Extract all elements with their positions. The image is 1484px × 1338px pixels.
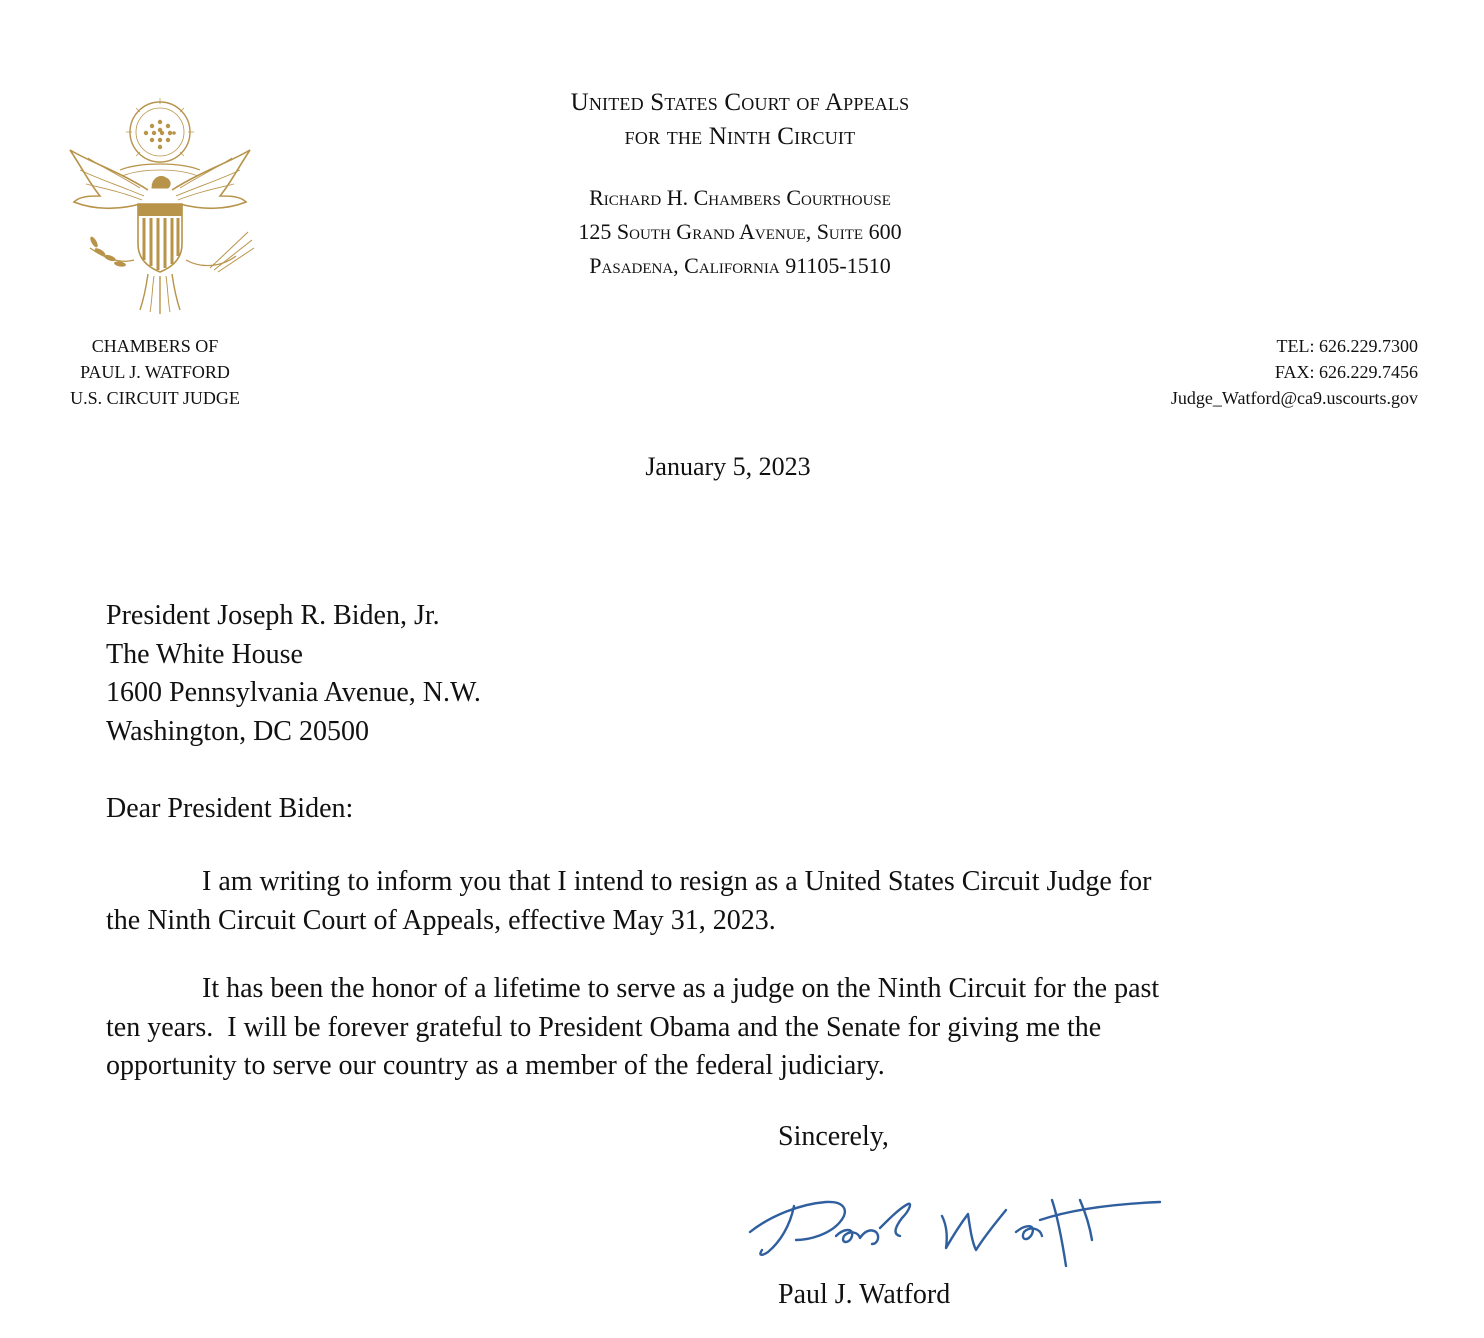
courthouse-name: Richard H. Chambers Courthouse	[589, 185, 891, 210]
paragraph-line: the Ninth Circuit Court of Appeals, effective May 31, 2023.	[106, 904, 776, 936]
chambers-label: CHAMBERS OF	[91, 336, 219, 356]
recipient-line: The White House	[106, 638, 303, 670]
courthouse-street: 125 South Grand Avenue, Suite 600	[578, 219, 902, 244]
recipient-address	[106, 597, 481, 751]
paragraph-2	[106, 970, 1396, 1086]
contact-tel: TEL: 626.229.7300	[1276, 336, 1418, 356]
court-name-line2: for the Ninth Circuit	[624, 123, 856, 150]
recipient-line: President Joseph R. Biden, Jr.	[106, 600, 440, 631]
judge-title: U.S. CIRCUIT JUDGE	[70, 388, 240, 408]
paragraph-line: opportunity to serve our country as a member of the federal judiciary.	[106, 1050, 885, 1081]
contact-email: Judge_Watford@ca9.uscourts.gov	[1170, 388, 1418, 408]
handwritten-signature-icon	[740, 1170, 1180, 1280]
signer-name: Paul J. Watford	[778, 1279, 951, 1310]
court-name-line1: United States Court of Appeals	[570, 89, 910, 116]
paragraph-1	[106, 863, 1396, 940]
recipient-line: Washington, DC 20500	[106, 715, 369, 747]
paragraph-line: It has been the honor of a lifetime to serve as a judge on the Ninth Circuit for the past	[202, 973, 1160, 1004]
recipient-line: 1600 Pennsylvania Avenue, N.W.	[106, 677, 481, 708]
paragraph-line: ten years. I will be forever grateful to President Obama and the Senate for giving me the	[106, 1011, 1102, 1043]
closing: Sincerely,	[778, 1121, 889, 1152]
contact-fax: FAX: 626.229.7456	[1274, 362, 1418, 382]
great-seal-icon	[60, 92, 260, 316]
judge-name: PAUL J. WATFORD	[80, 362, 230, 382]
letter-date: January 5, 2023	[645, 452, 811, 481]
courthouse-city: Pasadena, California 91105-1510	[589, 253, 891, 278]
salutation: Dear President Biden:	[106, 793, 354, 824]
paragraph-line: I am writing to inform you that I intend to resign as a United States Circuit Judge for	[202, 866, 1152, 897]
